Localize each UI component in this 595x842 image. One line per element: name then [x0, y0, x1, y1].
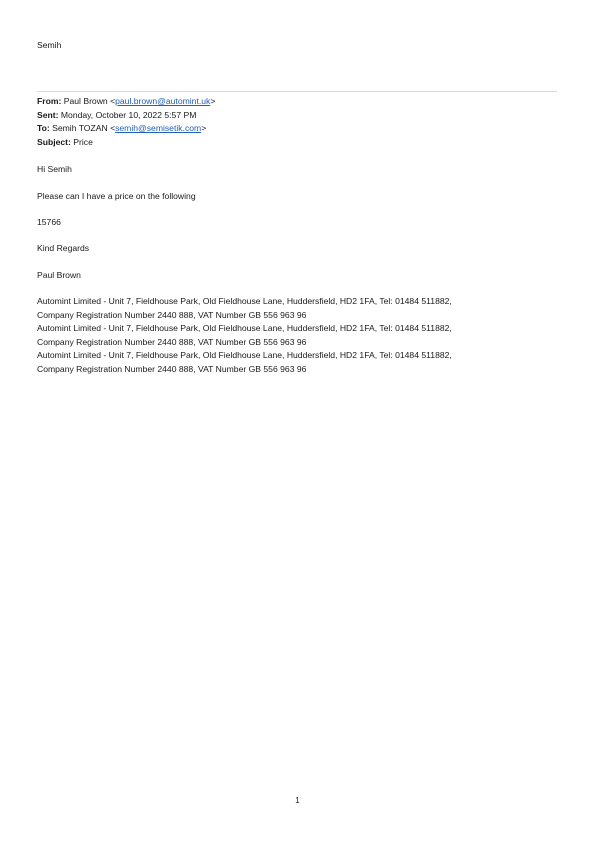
signature-name: Paul Brown [37, 270, 81, 280]
closing: Kind Regards [37, 243, 90, 253]
to-line [37, 123, 206, 134]
page-number: 1 [295, 796, 300, 805]
footer-line: Automint Limited - Unit 7, Fieldhouse Park, Old Fieldhouse Lane, Huddersfield, HD2 1FA, Tel: 01484 511882, [37, 323, 452, 333]
header-name: Semih [37, 40, 62, 50]
footer-line: Automint Limited - Unit 7, Fieldhouse Park, Old Fieldhouse Lane, Huddersfield, HD2 1FA, Tel: 01484 511882, [37, 350, 452, 360]
part-number: 15766 [37, 217, 61, 227]
from-email-link[interactable]: paul.brown@automint.uk [115, 96, 211, 106]
request-text: Please can I have a price on the following [37, 191, 196, 201]
footer-line: Company Registration Number 2440 888, VAT Number GB 556 963 96 [37, 310, 307, 320]
from-label: From: [37, 96, 62, 106]
subject-label: Subject: [37, 137, 71, 147]
from-close: > [210, 96, 216, 106]
sent-value: Monday, October 10, 2022 5:57 PM [60, 110, 197, 120]
from-name: Paul Brown < [63, 96, 116, 106]
to-email-link[interactable]: semih@semisetik.com [115, 123, 202, 133]
to-close: > [201, 123, 207, 133]
subject-value: Price [73, 137, 93, 147]
to-name: Semih TOZAN < [52, 123, 116, 133]
to-label: To: [37, 123, 50, 133]
footer-line: Company Registration Number 2440 888, VAT Number GB 556 963 96 [37, 364, 307, 374]
greeting: Hi Semih [37, 164, 72, 174]
sent-label: Sent: [37, 110, 59, 120]
from-line [37, 96, 215, 107]
footer-line: Company Registration Number 2440 888, VAT Number GB 556 963 96 [37, 337, 307, 347]
separator-line [37, 91, 557, 92]
footer-line: Automint Limited - Unit 7, Fieldhouse Park, Old Fieldhouse Lane, Huddersfield, HD2 1FA, Tel: 01484 511882, [37, 296, 452, 306]
subject-line [37, 137, 93, 148]
sent-line [37, 110, 196, 121]
